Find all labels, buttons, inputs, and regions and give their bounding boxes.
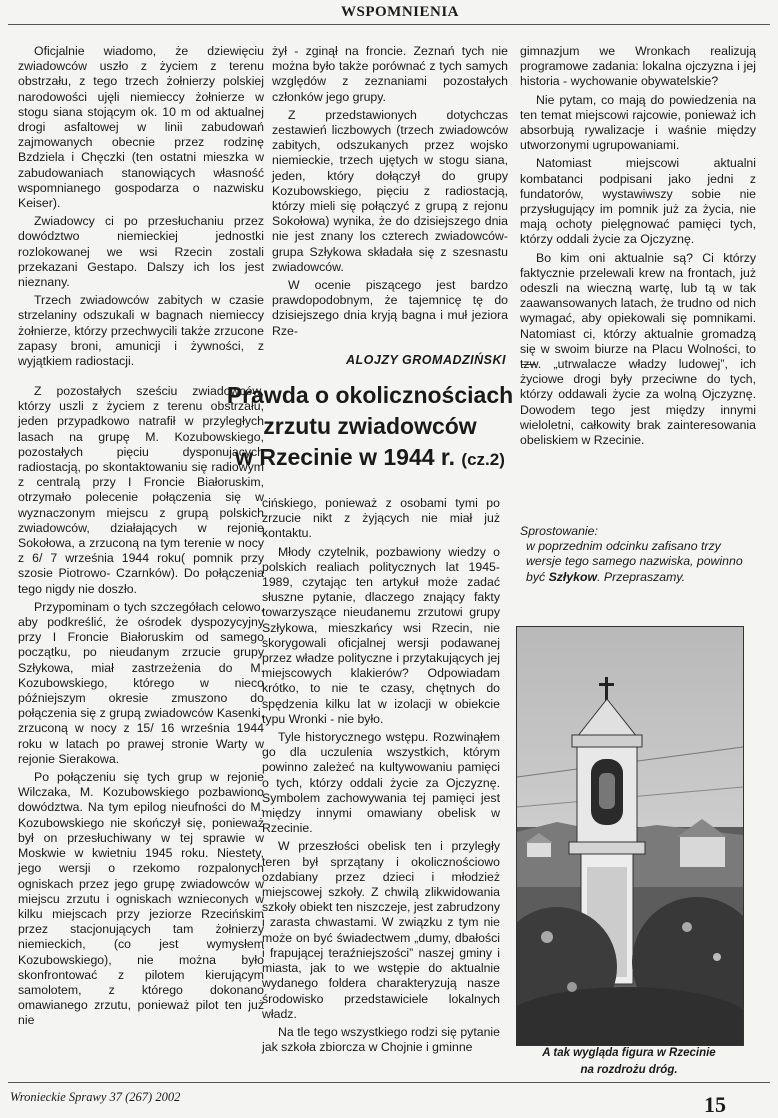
article-title xyxy=(220,380,520,475)
column-3 xyxy=(520,44,756,451)
correction-name: Szłykow xyxy=(548,569,598,584)
column-2-top xyxy=(272,44,508,342)
correction-text-before: w poprzednim odcinku zafisano trzy wersje tego samego nazwiska, powinno być xyxy=(526,539,743,584)
column-2-bottom xyxy=(262,496,500,1058)
paragraph: gimnazjum we Wronkach realizują programowe zadania: lokalna ojczyzna i jej historia - wychowanie obywatelskie? xyxy=(520,44,756,89)
title-line: Prawda o okolicznościach xyxy=(226,382,514,408)
paragraph: W przeszłości obelisk ten i przyległy teren był sprzątany i okolicznościowo ozdabiany przez dzieci i młodzież miejscowej szkoły. Z chwilą zlikwidowania szkoły obiekt ten niszczeje, jest zabrudzony i zarasta chwastami. W związku z tym nie może on być świadectwem „dumy, dbałości i frapującej teraźniejszości” naszej gminy i miasta, jak to we wstępie do aktualnie wydanego foldera charakteryzują nasze środowisko przedstawiciele lokalnych władz. xyxy=(262,839,500,1021)
paragraph: Zwiadowcy ci po przesłuchaniu przez dowództwo niemieckiej jednostki rozlokowanej we wsi Rzecin zostali przekazani Gestapo. Dalszy ich los jest nieznany. xyxy=(18,214,264,290)
column-1-top xyxy=(18,44,264,372)
wayside-shrine-photo xyxy=(516,626,744,1046)
correction-text xyxy=(520,539,756,585)
paragraph: cińskiego, ponieważ z osobami tymi po zrzucie nikt z żyjących nie miał już kontaktu. xyxy=(262,496,500,541)
photo-caption xyxy=(516,1045,742,1079)
title-line xyxy=(220,442,520,475)
paragraph: Tyle historycznego wstępu. Rozwinąłem go dla uczulenia wszystkich, którym powinno zależeć na kultywowaniu pamięci o tych, którzy oddali życie za Ojczyznę. Symbolem zachowywania tej pamięci jest między innymi omawiany obelisk w Rzecinie. xyxy=(262,730,500,836)
correction-note xyxy=(520,524,756,585)
paragraph: Nie pytam, co mają do powiedzenia na ten temat miejscowi rajcowie, ponieważ ich absorbują rywalizacje i waśnie między utworzonymi ugrupowaniami. xyxy=(520,92,756,153)
paragraph: Trzech zwiadowców zabitych w czasie strzelaniny odszukali w bagnach niemieccy żołnierze, którzy przechwycili także zrzucone zapasy broni, amunicji i żywności, z wyjątkiem radiostacji. xyxy=(18,293,264,369)
caption-line: A tak wygląda figura w Rzecinie xyxy=(542,1047,716,1059)
paragraph: Młody czytelnik, pozbawiony wiedzy o polskich realiach politycznych lat 1945-1989, czytając ten artykuł może zadać słuszne pytanie, dlaczego znający fakty towarzyszące nieudanemu zrzutowi grupy Szłykowa, mieszkańcy wsi Rzecin, nie skorygowali oficjalnej wersji podawanej przez władze polityczne i przytakujących jej miejscowych klakierów? Odpowiadam krótko, to nie te czasy, chętnych do spędzenia kilku lat w izolacji w obiekcie typu Wronki - nie było. xyxy=(262,544,500,726)
correction-label: Sprostowanie: xyxy=(520,524,598,538)
article-author: ALOJZY GROMADZIŃSKI xyxy=(346,353,506,367)
paragraph: Z przedstawionych dotychczas zestawień liczbowych (trzech zwiadowców zabitych, odszukanych przez wojsko niemieckie, trzech ujętych w stogu siana, jeden, który dołączył do grupy Kozubowskiego, pięciu z radiostacją, którzy mieli się połączyć z grupą z rejonu Sokołowa) wynika, że do dzisiejszego dnia nie jest znany los czterech zwiadowców- grupa Szłykowa składała się z szesnastu zwiadowców. xyxy=(272,107,508,274)
paragraph: Przypominam o tych szczegółach celowo, aby podkreślić, że ośrodek dyspozycyjny przy I Froncie Białoruskim od samego początku, po nieudanym zrzucie grupy Szłykowa, miał zastrzeżenia do M. Kozubowskiego, którego w nieco późniejszym okresie zmuszono do połączenia się z grupą zwiadowców Kasenki, zrzuconą w nocy z 15/ 16 września 1944 roku w latach po prawej stronie Warty w rejonie Sierakowa. xyxy=(18,599,264,766)
paragraph: Oficjalnie wiadomo, że dziewięciu zwiadowców uszło z życiem z terenu obstrzału, z tego trzech żołnierzy polskiej narodowości ujęli niemieccy żołnierze w stogu siana stojącym ok. 10 m od aktualnej drogi asfaltowej w linii zabudowań zajmowanych obecnie przez rodzinę Bzdziela i Chęczki (ten ostatni mieszka w zabudowaniach stanowiących własność wspomnianego gospodarza o nazwisku Keiser). xyxy=(18,44,264,211)
paragraph: żył - zginął na froncie. Zeznań tych nie można było także porównać z tych samych względów z zeznaniami pozostałych członków jego grupy. xyxy=(272,44,508,104)
paragraph: Po połączeniu się tych grup w rejonie Wilczaka, M. Kozubowskiego pozbawiono dowództwa. Na tym epilog nieufności do M. Kozubowskiego nie skończył się, ponieważ był on przesłuchiwany w tej sprawie w Moskwie w kwietniu 1945 roku. Niestety, jego wersji o rzekomo rozpalonych ogniskach przez jego grupę zwiadowców w miejscu zrzutu i ogniskach wznieconych w kilku miejscach przy jeziorze Rzecińskim przez stacjonujących tam żołnierzy niemieckich, (co jest wymysłem Kozubowskiego), nie można było skonfrontować z pilotem kierującym samolotem, z którego dokonano omawianego zrzutu, ponieważ pilot ten już nie xyxy=(18,770,264,1028)
title-line: zrzutu zwiadowców xyxy=(263,413,477,439)
section-header: WSPOMNIENIA xyxy=(340,4,459,20)
page-number: 15 xyxy=(704,1092,726,1117)
paragraph: Na tle tego wszystkiego rodzi się pytanie jak szkoła zbiorcza w Chojnie i gminne xyxy=(262,1024,500,1055)
footer-rule xyxy=(8,1082,770,1083)
header-rule xyxy=(8,24,770,25)
title-part: (cz.2) xyxy=(461,450,505,469)
paragraph: W ocenie piszącego jest bardzo prawdopodobnym, że tajemnicę tę do dzisiejszego dnia kryją bagna i muł jeziora Rze- xyxy=(272,278,508,338)
title-line-text: w Rzecinie w 1944 r. xyxy=(235,444,456,470)
column-1-bottom xyxy=(18,384,264,1032)
correction-text-after: . Przepraszamy. xyxy=(597,569,686,584)
shrine-photo-illustration xyxy=(517,627,743,1045)
paragraph: Natomiast miejscowi aktualni kombatanci podpisani jako jedni z fundatorów, wystawiwszy sobie nie przysługujący im pomnik już za życia, nie mają ochoty pielęgnować pamięci tych, którzy oddali życie za Ojczyznę. xyxy=(520,156,756,247)
paragraph: Z pozostałych sześciu zwiadowców, którzy uszli z życiem z terenu obstrzału, jeden przypadkowo natrafił w przyległych lasach na grupę M. Kozubowskiego, pozostałych pięciu dysponujących radiostacją, po skontaktowaniu się radiowym z centralą przy I Froncie Białoruskim, otrzymało polecenie połączenia się w wyznaczonym miejscu z grupą polskich zwiadowców, działających w rejonie Sokołowa, a zrzuconą na tym terenie w nocy z 6/ 7 września 1944 roku( pomnik przy szosie Piotrowo- Czarnków). Do połączenia tego nigdy nie doszło. xyxy=(18,384,264,596)
caption-line: na rozdrożu dróg. xyxy=(580,1064,678,1076)
paragraph: Bo kim oni aktualnie są? Ci którzy faktycznie przelewali krew na frontach, już odeszli na wieczną wartę, lub tą w tak zaawansowanych latach, że trudno od nich wymagać, aby opiekowali się pomnikami. Natomiast ci, którzy aktualnie gromadzą się w swoim biurze na Placu Wolności, to tzw. „utrwalacze władzy ludowej”, ich życiowe drogi były przeciwne do tych, którzy oddawali życie za wolną Ojczyznę. Dowodem tego jest między innymi wieloletni, całkowity brak zainteresowania obeliskiem w Rzecinie. xyxy=(520,250,756,448)
publication-footer: Wronieckie Sprawy 37 (267) 2002 xyxy=(10,1090,181,1104)
